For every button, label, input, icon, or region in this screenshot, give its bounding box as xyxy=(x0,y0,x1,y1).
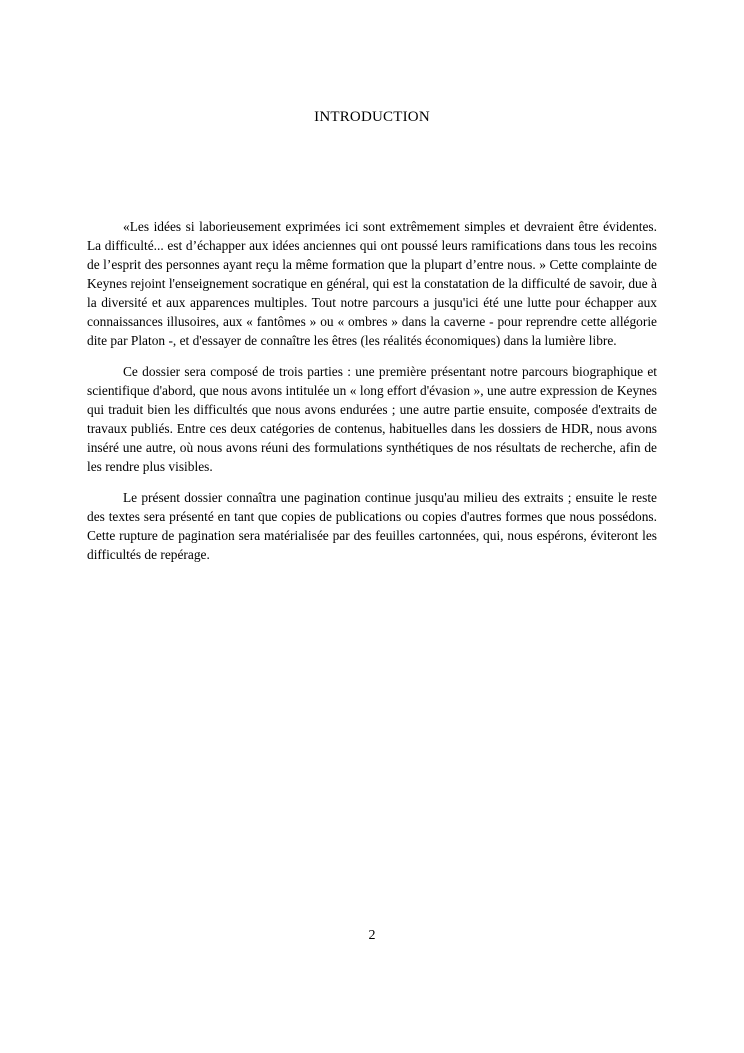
paragraph-keynes-quote: «Les idées si laborieusement exprimées ici sont extrêmement simples et devraient être évidentes. La difficulté... est d’échapper aux idées anciennes qui ont poussé leurs ramifications dans tous les recoins de l’esprit des personnes ayant reçu la même formation que la plupart d’entre nous. » Cette complainte de Keynes rejoint l'enseignement socratique en général, qui est la constatation de la difficulté de savoir, due à la diversité et aux apparences multiples. Tout notre parcours a jusqu'ici été une lutte pour échapper aux connaissances illusoires, aux « fantômes » ou « ombres » dans la caverne - pour reprendre cette allégorie dite par Platon -, et d'essayer de connaître les êtres (les réalités économiques) dans la lumière libre. xyxy=(87,219,657,348)
paragraph-pagination: Le présent dossier connaîtra une pagination continue jusqu'au milieu des extraits ; ensuite le reste des textes sera présenté en tant que copies de publications ou copies d'autres formes que nous possédons. Cette rupture de pagination sera matérialisée par des feuilles cartonnées, qui, nous espérons, éviteront les difficultés de repérage. xyxy=(87,490,657,562)
paragraph-dossier-structure: Ce dossier sera composé de trois parties : une première présentant notre parcours biographique et scientifique d'abord, que nous avons intitulée un « long effort d'évasion », une autre expression de Keynes qui traduit bien les difficultés que nous avons endurées ; une autre partie ensuite, composée d'extraits de travaux publiés. Entre ces deux catégories de contenus, habituelles dans les dossiers de HDR, nous avons inséré une autre, où nous avons réuni des formulations synthétiques de nos résultats de recherche, afin de les rendre plus visibles. xyxy=(87,364,657,474)
page-title: INTRODUCTION xyxy=(314,109,430,125)
page-number: 2 xyxy=(368,928,376,943)
body-text xyxy=(87,217,657,576)
